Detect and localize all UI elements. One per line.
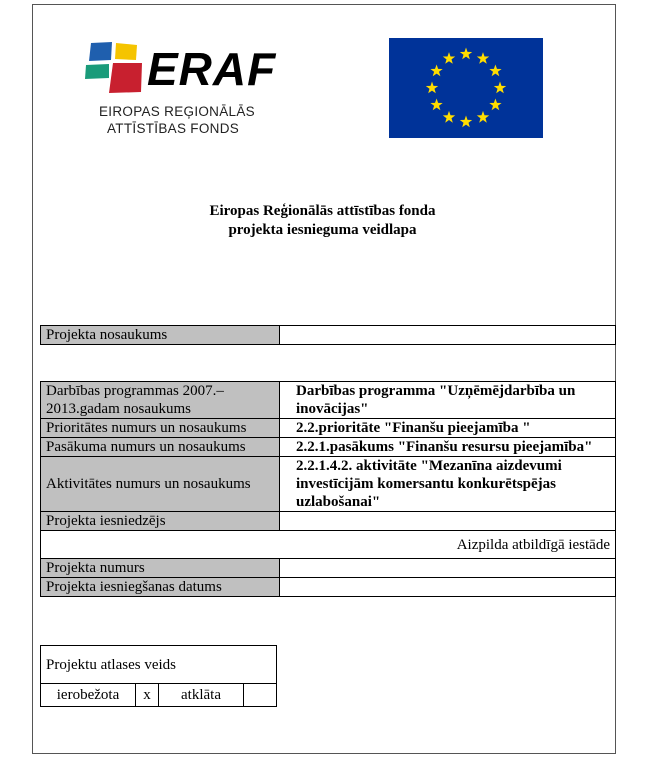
row-value: 2.2.prioritāte "Finanšu pieejamība " [280,419,616,438]
eu-stars-icon [389,38,543,138]
project-name-field[interactable] [280,326,616,345]
submission-date-label: Projekta iesniegšanas datums [41,578,280,597]
applicant-label: Projekta iesniedzējs [41,512,280,531]
authority-note: Aizpilda atbildīgā iestāde [41,531,616,559]
row-value: 2.2.1.4.2. aktivitāte "Mezanīna aizdevumi investīcijām komersantu konkurētspējas uzlabošanai" [280,457,616,512]
project-number-label: Projekta numurs [41,559,280,578]
project-name-table [40,325,616,345]
row-label: Pasākuma numurs un nosaukums [41,438,280,457]
star-icon [426,82,438,94]
star-icon [494,82,506,94]
star-icon [443,52,455,64]
star-icon [430,99,442,111]
option-open-mark[interactable] [244,684,277,707]
star-icon [477,52,489,64]
row-value: 2.2.1.pasākums "Finanšu resursu pieejamība" [280,438,616,457]
project-number-field[interactable] [280,559,616,578]
option-open: atklāta [159,684,244,707]
title-line-2: projekta iesnieguma veidlapa [228,222,417,238]
row-label: Prioritātes numurs un nosaukums [41,419,280,438]
applicant-field[interactable] [280,512,616,531]
title-line-1: Eiropas Reģionālās attīstības fonda [209,203,436,219]
option-restricted: ierobežota [41,684,136,707]
logo-wordmark: ERAF [147,43,277,95]
row-label: Darbības programmas 2007.–2013.gadam nosaukums [41,382,280,419]
eraf-logo [85,42,275,137]
star-icon [460,116,472,128]
star-icon [477,111,489,123]
eraf-logo-squares-icon [85,42,147,94]
selection-title: Projektu atlases veids [41,646,277,684]
row-label: Aktivitātes numurs un nosaukums [41,457,280,512]
logo-line-1: EIROPAS REĢIONĀLĀS [99,104,255,119]
submission-date-field[interactable] [280,578,616,597]
option-restricted-mark[interactable]: x [136,684,159,707]
row-value: Darbības programma "Uzņēmējdarbība un inovācijas" [280,382,616,419]
eu-flag [389,38,543,138]
project-name-label: Projekta nosaukums [41,326,280,345]
star-icon [489,99,501,111]
star-icon [443,111,455,123]
logo-line-2: ATTĪSTĪBAS FONDS [107,121,240,136]
document-title [0,202,645,240]
star-icon [460,48,472,60]
program-table [40,381,616,597]
star-icon [489,65,501,77]
selection-type-table [40,645,277,707]
star-icon [430,65,442,77]
